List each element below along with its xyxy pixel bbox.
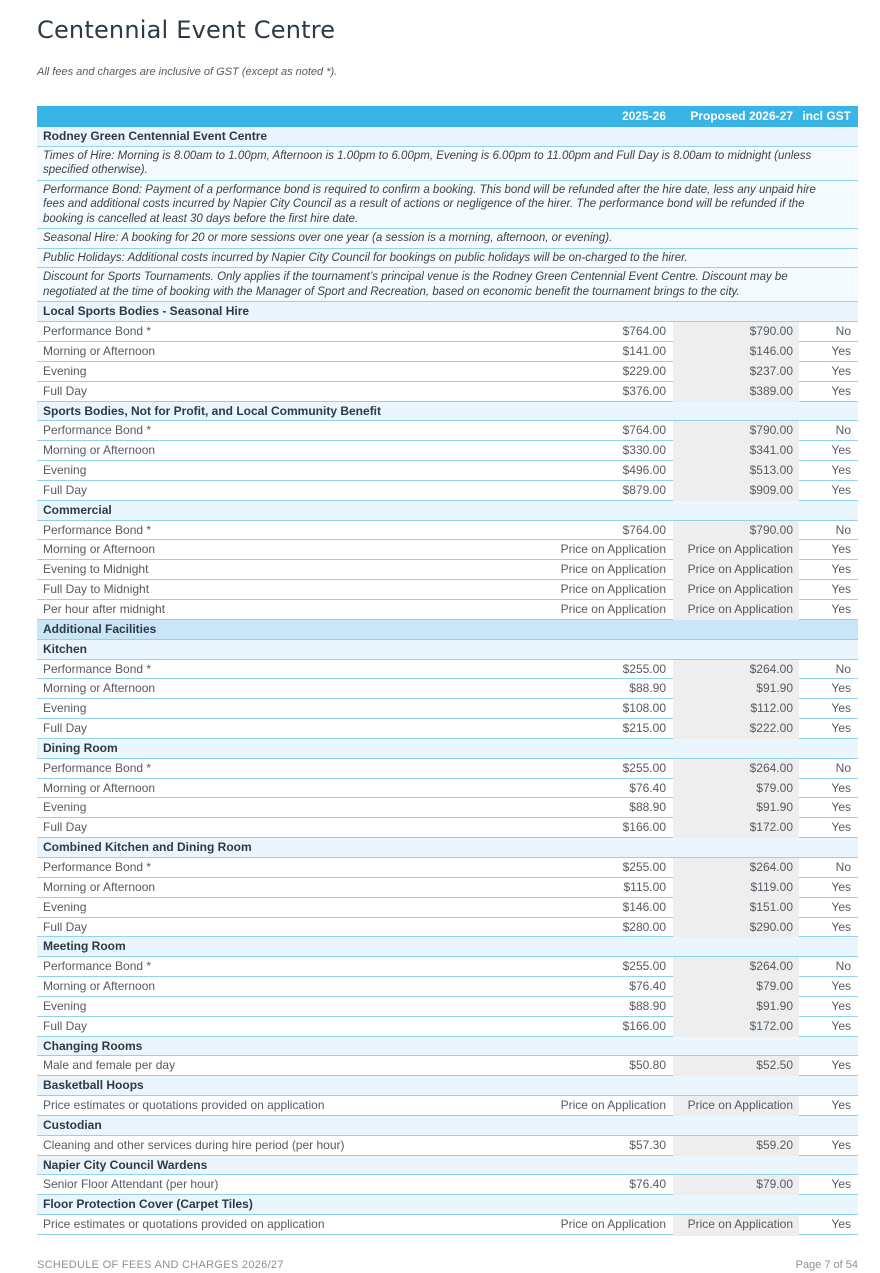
row-price-2025-26: $108.00 xyxy=(622,701,666,716)
section-header-row xyxy=(37,620,858,640)
section-header-row xyxy=(37,937,858,957)
section-title: Basketball Hoops xyxy=(43,1078,144,1093)
table-row xyxy=(37,957,858,977)
row-incl-gst: Yes xyxy=(831,582,851,597)
row-description: Evening xyxy=(43,998,87,1013)
row-price-2025-26: $88.90 xyxy=(629,800,666,815)
row-description: Evening xyxy=(43,701,87,716)
row-description: Evening to Midnight xyxy=(43,562,149,577)
table-row xyxy=(37,818,858,838)
row-incl-gst: Yes xyxy=(831,721,851,736)
table-row xyxy=(37,382,858,402)
row-description: Morning or Afternoon xyxy=(43,780,156,795)
row-price-2025-26: $215.00 xyxy=(622,721,666,736)
header-2025-26: 2025-26 xyxy=(621,109,666,123)
row-description: Performance Bond * xyxy=(43,959,152,974)
row-price-2025-26: $57.30 xyxy=(629,1137,666,1152)
row-incl-gst: Yes xyxy=(831,998,851,1013)
row-price-proposed-2026-27: Price on Application xyxy=(687,542,793,557)
section-title: Kitchen xyxy=(43,641,88,656)
header-incl-gst: incl GST xyxy=(802,109,851,123)
row-price-proposed-2026-27: $264.00 xyxy=(749,760,793,775)
row-description: Full Day to Midnight xyxy=(43,582,150,597)
section-header-row xyxy=(37,402,858,422)
section-title: Napier City Council Wardens xyxy=(43,1157,208,1172)
section-title: Combined Kitchen and Dining Room xyxy=(43,840,252,855)
row-incl-gst: No xyxy=(835,661,851,676)
row-incl-gst: Yes xyxy=(831,879,851,894)
row-price-2025-26: $88.90 xyxy=(629,681,666,696)
row-incl-gst: Yes xyxy=(831,780,851,795)
note-performance-bond: Performance Bond: Payment of a performance bond is required to confirm a booking. This bond will be refunded after the hire date, less any unpaid hire fees and additional costs incurred by Napier City Council as a result of actions or negligence of the hirer. The performance bond will be refunded if the booking is cancelled at least 30 days before the first hire date. xyxy=(37,181,858,230)
row-price-proposed-2026-27: Price on Application xyxy=(687,562,793,577)
row-price-proposed-2026-27: $91.90 xyxy=(756,998,793,1013)
row-description: Full Day xyxy=(43,820,88,835)
table-row xyxy=(37,1215,858,1235)
section-header-row xyxy=(37,1195,858,1215)
row-price-proposed-2026-27: $222.00 xyxy=(749,721,793,736)
row-description: Performance Bond * xyxy=(43,760,152,775)
row-incl-gst: Yes xyxy=(831,1217,851,1232)
section-title: Changing Rooms xyxy=(43,1038,143,1053)
row-price-2025-26: Price on Application xyxy=(560,582,666,597)
table-row xyxy=(37,560,858,580)
row-price-proposed-2026-27: $264.00 xyxy=(749,959,793,974)
row-description: Cleaning and other services during hire period (per hour) xyxy=(43,1137,345,1152)
row-price-2025-26: $280.00 xyxy=(622,919,666,934)
section-header-row xyxy=(37,1037,858,1057)
row-price-proposed-2026-27: $79.00 xyxy=(756,1177,793,1192)
table-row xyxy=(37,1096,858,1116)
row-description: Performance Bond * xyxy=(43,859,152,874)
row-price-2025-26: $76.40 xyxy=(629,780,666,795)
row-description: Full Day xyxy=(43,383,88,398)
row-incl-gst: Yes xyxy=(831,542,851,557)
page-title: Centennial Event Centre xyxy=(37,16,336,44)
row-price-2025-26: $255.00 xyxy=(622,661,666,676)
footer-page-number: Page 7 of 54 xyxy=(795,1259,858,1271)
fees-table xyxy=(37,106,858,1235)
row-description: Full Day xyxy=(43,1018,88,1033)
table-row xyxy=(37,997,858,1017)
row-price-2025-26: $330.00 xyxy=(622,443,666,458)
row-price-proposed-2026-27: $290.00 xyxy=(749,919,793,934)
row-price-proposed-2026-27: Price on Application xyxy=(687,602,793,616)
row-price-proposed-2026-27: $264.00 xyxy=(749,661,793,676)
table-row xyxy=(37,679,858,699)
row-price-proposed-2026-27: $91.90 xyxy=(756,681,793,696)
row-description: Evening xyxy=(43,463,87,478)
row-description: Full Day xyxy=(43,482,88,497)
row-description: Price estimates or quotations provided on application xyxy=(43,1217,325,1232)
table-row xyxy=(37,461,858,481)
note-seasonal-hire: Seasonal Hire: A booking for 20 or more sessions over one year (a session is a morning, afternoon, or evening). xyxy=(37,229,858,249)
row-incl-gst: Yes xyxy=(831,919,851,934)
row-incl-gst: Yes xyxy=(831,800,851,815)
row-price-proposed-2026-27: $513.00 xyxy=(749,463,793,478)
table-row xyxy=(37,798,858,818)
row-price-proposed-2026-27: Price on Application xyxy=(687,582,793,597)
table-row xyxy=(37,322,858,342)
table-row xyxy=(37,660,858,680)
row-incl-gst: Yes xyxy=(831,602,851,616)
row-incl-gst: Yes xyxy=(831,1137,851,1152)
row-incl-gst: Yes xyxy=(831,681,851,696)
table-header-row xyxy=(37,106,858,127)
row-incl-gst: No xyxy=(835,522,851,537)
header-proposed-2026-27: Proposed 2026-27 xyxy=(690,109,793,123)
row-price-2025-26: $146.00 xyxy=(622,899,666,914)
row-description: Evening xyxy=(43,899,87,914)
section-header-row xyxy=(37,1076,858,1096)
row-incl-gst: Yes xyxy=(831,463,851,478)
row-price-2025-26: $50.80 xyxy=(629,1058,666,1073)
row-incl-gst: Yes xyxy=(831,363,851,378)
row-price-2025-26: Price on Application xyxy=(560,1217,666,1232)
table-row xyxy=(37,441,858,461)
row-price-proposed-2026-27: $91.90 xyxy=(756,800,793,815)
row-price-proposed-2026-27: $79.00 xyxy=(756,780,793,795)
section-title: Sports Bodies, Not for Profit, and Local Community Benefit xyxy=(43,403,382,418)
row-price-proposed-2026-27: $264.00 xyxy=(749,859,793,874)
section-title: Additional Facilities xyxy=(43,621,157,636)
row-incl-gst: Yes xyxy=(831,482,851,497)
note-sports-discount: Discount for Sports Tournaments. Only applies if the tournament’s principal venue is the Rodney Green Centennial Event Centre. Discount may be negotiated at the time of booking with the Manager of Sport and Recreation, based on economic benefit the tournament brings to the city. xyxy=(37,268,858,302)
row-incl-gst: No xyxy=(835,324,851,339)
section-header-row xyxy=(37,501,858,521)
row-price-proposed-2026-27: $790.00 xyxy=(749,423,793,438)
row-price-proposed-2026-27: $151.00 xyxy=(749,899,793,914)
table-row xyxy=(37,977,858,997)
row-description: Morning or Afternoon xyxy=(43,443,156,458)
row-price-proposed-2026-27: $341.00 xyxy=(749,443,793,458)
row-price-2025-26: $255.00 xyxy=(622,760,666,775)
table-row xyxy=(37,342,858,362)
row-description: Morning or Afternoon xyxy=(43,681,156,696)
table-row xyxy=(37,481,858,501)
table-row xyxy=(37,1017,858,1037)
note-times-of-hire: Times of Hire: Morning is 8.00am to 1.00pm, Afternoon is 1.00pm to 6.00pm, Evening is 6.00pm to 11.00pm and Full Day is 8.00am to midnight (unless specified otherwise). xyxy=(37,147,858,181)
row-price-2025-26: Price on Application xyxy=(560,602,666,616)
row-price-2025-26: $166.00 xyxy=(622,1018,666,1033)
row-price-2025-26: $115.00 xyxy=(623,879,666,894)
gst-note: All fees and charges are inclusive of GST (except as noted *). xyxy=(37,66,338,78)
table-row xyxy=(37,421,858,441)
table-row xyxy=(37,898,858,918)
row-incl-gst: Yes xyxy=(831,899,851,914)
row-description: Full Day xyxy=(43,919,88,934)
row-price-2025-26: $376.00 xyxy=(622,383,666,398)
row-description: Morning or Afternoon xyxy=(43,879,156,894)
row-incl-gst: No xyxy=(835,959,851,974)
row-price-2025-26: $255.00 xyxy=(622,959,666,974)
section-title: Commercial xyxy=(43,502,112,517)
section-title: Dining Room xyxy=(43,740,118,755)
row-price-2025-26: Price on Application xyxy=(560,562,666,577)
row-price-2025-26: $496.00 xyxy=(622,463,666,478)
row-price-2025-26: $76.40 xyxy=(629,1177,666,1192)
row-description: Price estimates or quotations provided on application xyxy=(43,1098,325,1113)
table-row xyxy=(37,580,858,600)
row-incl-gst: No xyxy=(835,423,851,438)
venue-name: Rodney Green Centennial Event Centre xyxy=(43,129,268,143)
row-incl-gst: Yes xyxy=(831,344,851,359)
row-price-2025-26: $141.00 xyxy=(622,344,666,359)
row-price-2025-26: $76.40 xyxy=(629,979,666,994)
row-price-proposed-2026-27: $909.00 xyxy=(749,482,793,497)
row-price-proposed-2026-27: $112.00 xyxy=(750,701,793,716)
row-incl-gst: Yes xyxy=(831,701,851,716)
row-incl-gst: No xyxy=(835,760,851,775)
row-price-proposed-2026-27: $59.20 xyxy=(756,1137,793,1152)
row-incl-gst: Yes xyxy=(831,443,851,458)
row-description: Morning or Afternoon xyxy=(43,542,156,557)
table-row xyxy=(37,779,858,799)
row-price-proposed-2026-27: $172.00 xyxy=(749,820,793,835)
row-description: Evening xyxy=(43,800,87,815)
row-price-proposed-2026-27: $172.00 xyxy=(749,1018,793,1033)
table-row xyxy=(37,878,858,898)
row-price-proposed-2026-27: $146.00 xyxy=(749,344,793,359)
table-row xyxy=(37,600,858,620)
row-price-proposed-2026-27: Price on Application xyxy=(687,1217,793,1232)
venue-row xyxy=(37,127,858,147)
row-price-2025-26: $879.00 xyxy=(622,482,666,497)
section-title: Custodian xyxy=(43,1117,102,1132)
row-price-proposed-2026-27: Price on Application xyxy=(687,1098,793,1113)
table-row xyxy=(37,1056,858,1076)
section-title: Floor Protection Cover (Carpet Tiles) xyxy=(43,1197,253,1212)
row-description: Performance Bond * xyxy=(43,661,152,676)
table-row xyxy=(37,1175,858,1195)
row-price-2025-26: $229.00 xyxy=(622,363,666,378)
row-description: Morning or Afternoon xyxy=(43,979,156,994)
row-incl-gst: Yes xyxy=(831,562,851,577)
section-header-row xyxy=(37,739,858,759)
section-title: Local Sports Bodies - Seasonal Hire xyxy=(43,304,250,319)
row-description: Male and female per day xyxy=(43,1058,176,1073)
row-description: Performance Bond * xyxy=(43,423,152,438)
row-price-proposed-2026-27: $52.50 xyxy=(756,1058,793,1073)
row-price-proposed-2026-27: $790.00 xyxy=(749,324,793,339)
row-price-2025-26: $255.00 xyxy=(622,859,666,874)
row-price-proposed-2026-27: $119.00 xyxy=(750,879,793,894)
row-incl-gst: Yes xyxy=(831,383,851,398)
fee-rows xyxy=(37,302,858,1235)
row-price-2025-26: $88.90 xyxy=(629,998,666,1013)
table-row xyxy=(37,1136,858,1156)
table-row xyxy=(37,362,858,382)
row-description: Morning or Afternoon xyxy=(43,344,156,359)
row-incl-gst: Yes xyxy=(831,1177,851,1192)
table-row xyxy=(37,759,858,779)
section-header-row xyxy=(37,302,858,322)
row-price-proposed-2026-27: $79.00 xyxy=(756,979,793,994)
row-price-2025-26: $764.00 xyxy=(622,324,666,339)
row-incl-gst: Yes xyxy=(831,1018,851,1033)
table-row xyxy=(37,918,858,938)
table-row xyxy=(37,540,858,560)
row-price-proposed-2026-27: $237.00 xyxy=(749,363,793,378)
row-incl-gst: Yes xyxy=(831,820,851,835)
table-row xyxy=(37,521,858,541)
table-row xyxy=(37,719,858,739)
section-header-row xyxy=(37,838,858,858)
row-price-2025-26: Price on Application xyxy=(560,542,666,557)
section-title: Meeting Room xyxy=(43,939,126,954)
footer-document-title: SCHEDULE OF FEES AND CHARGES 2026/27 xyxy=(37,1259,284,1271)
row-price-proposed-2026-27: $790.00 xyxy=(749,522,793,537)
row-incl-gst: Yes xyxy=(831,979,851,994)
row-incl-gst: Yes xyxy=(831,1058,851,1073)
row-description: Performance Bond * xyxy=(43,522,152,537)
row-price-2025-26: Price on Application xyxy=(560,1098,666,1113)
row-description: Performance Bond * xyxy=(43,324,152,339)
row-incl-gst: No xyxy=(835,859,851,874)
section-header-row xyxy=(37,1156,858,1176)
row-price-2025-26: $764.00 xyxy=(622,522,666,537)
row-description: Evening xyxy=(43,363,87,378)
row-description: Per hour after midnight xyxy=(43,602,166,616)
section-header-row xyxy=(37,640,858,660)
table-row xyxy=(37,858,858,878)
row-price-2025-26: $764.00 xyxy=(622,423,666,438)
row-description: Senior Floor Attendant (per hour) xyxy=(43,1177,219,1192)
row-incl-gst: Yes xyxy=(831,1098,851,1113)
note-public-holidays: Public Holidays: Additional costs incurred by Napier City Council for bookings on public holidays will be on-charged to the hirer. xyxy=(37,249,858,269)
row-price-2025-26: $166.00 xyxy=(622,820,666,835)
row-description: Full Day xyxy=(43,721,88,736)
row-price-proposed-2026-27: $389.00 xyxy=(749,383,793,398)
table-row xyxy=(37,699,858,719)
section-header-row xyxy=(37,1116,858,1136)
